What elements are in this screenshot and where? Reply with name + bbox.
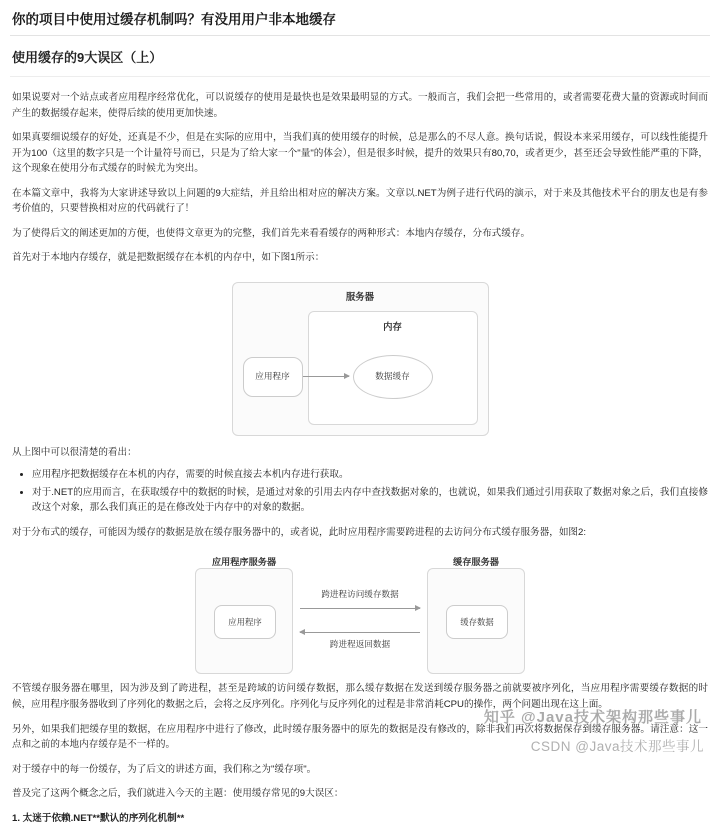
figure2-arrow-bottom-label: 跨进程返回数据 xyxy=(329,639,391,650)
paragraph-1: 如果说要对一个站点或者应用程序经常优化，可以说缓存的使用是最快也是效果最明显的方式。一般而言，我们会把一些常用的，或者需要花费大量的资源或时间而产生的数据缓存起来，使得后续的使用更加快速。 xyxy=(12,92,708,119)
paragraph-12: 1. 太迷于依赖.NET**默认的序列化机制** xyxy=(12,812,185,824)
paragraph-8: 不管缓存服务器在哪里，因为涉及到了跨进程，甚至是跨域的访问缓存数据，那么缓存数据在发送到缓存服务器之前就要被序列化，当应用程序需要缓存数据的时候，应用程序服务器收到了序列化的数据之后，会将之反序列化。序列化与反序列化的过程是非常消耗CPU的操作，两个问题出现在这上面。 xyxy=(12,683,708,710)
article-heading: 使用缓存的9大误区（上） xyxy=(10,36,710,77)
paragraph-11: 普及完了这两个概念之后，我们就进入今天的主题：使用缓存常见的9大误区： xyxy=(12,788,344,800)
bullet-list xyxy=(12,467,708,516)
page-title: 你的项目中使用过缓存机制吗？有没用用户非本地缓存 xyxy=(10,0,710,36)
figure2-app-node: 应用程序 xyxy=(214,605,276,639)
figure1-arrow-icon xyxy=(303,376,349,377)
figure2-app-server-box xyxy=(195,557,293,674)
paragraph-9: 另外，如果我们把缓存里的数据，在应用程序中进行了修改，此时缓存服务器中的原先的数据是没有修改的，除非我们再次将数据保存到缓存服务器。请注意：这一点和之前的本地内存缓存是不一样的。 xyxy=(12,723,708,751)
paragraph-4: 为了使得后文的阐述更加的方便，也使得文章更为的完整，我们首先来看看缓存的两种形式：本地内存缓存，分布式缓存。 xyxy=(12,227,531,239)
figure2-cache-server-title: 缓存服务器 xyxy=(453,557,499,568)
figure2-arrow-right-icon xyxy=(300,608,420,609)
list-item: • 对于.NET的应用而言，在获取缓存中的数据的时候，是通过对象的引用去内存中查找数据对象的，也就说，如果我们通过引用获取了数据对象之后，我们直接修改这个对象，那么我们真正的是在修改处于内存中的对象的数据。 xyxy=(32,485,708,516)
figure2-app-server-title: 应用程序服务器 xyxy=(211,557,277,568)
paragraph-2: 如果真要细说缓存的好处，还真是不少，但是在实际的应用中，当我们真的使用缓存的时候，总是那么的不尽人意。换句话说，假设本来采用缓存，可以线性能提升开为100（这里的数字只是一个计量符号而已，只是为了给大家一个"量"的体会），但是很多时候，提升的效果只有80,70，或者更少，甚至还会导致性能严重的下降，这个现象在使用分布式缓存的时候尤为突出。 xyxy=(12,132,708,175)
paragraph-7: 对于分布式的缓存，可能因为缓存的数据是放在缓存服务器中的，或者说，此时应用程序需要跨进程的去访问分布式缓存服务器，如图2: xyxy=(12,526,587,538)
paragraph-5: 首先对于本地内存缓存，就是把数据缓存在本机的内存中，如下图1所示： xyxy=(12,252,325,264)
figure2-cache-node: 缓存数据 xyxy=(446,605,508,639)
figure2-arrow-top-label: 跨进程访问缓存数据 xyxy=(321,589,399,600)
paragraph-3: 在本篇文章中，我将为大家讲述导致以上问题的9大症结，并且给出相对应的解决方案。文章以.NET为例子进行代码的演示，对于来及其他技术平台的朋友也是有参考价值的，只要替换相对应的代码就行了！ xyxy=(12,187,708,215)
paragraph-6: 从上图中可以很清楚的看出： xyxy=(12,446,137,458)
figure2-arrow-left-icon xyxy=(300,632,420,633)
list-item: • 应用程序把数据缓存在本机的内存，需要的时候直接去本机内存进行获取。 xyxy=(32,467,708,483)
figure1-title: 服务器 xyxy=(345,290,375,302)
figure1-app-node: 应用程序 xyxy=(243,357,303,397)
csdn-watermark: CSDN @Java技术那些事儿 xyxy=(530,739,704,754)
figure1-memory-label: 内存 xyxy=(383,320,402,332)
figure-distributed-cache xyxy=(195,554,525,672)
figure-local-memory-cache xyxy=(232,282,489,436)
brand-watermark: 知乎 @Java技术架构那些事儿 xyxy=(483,709,702,726)
figure2-cache-server-box xyxy=(427,557,525,674)
figure1-cache-node: 数据缓存 xyxy=(353,355,433,399)
paragraph-10: 对于缓存中的每一份缓存，为了后文的讲述方面，我们称之为"缓存项"。 xyxy=(12,763,317,775)
